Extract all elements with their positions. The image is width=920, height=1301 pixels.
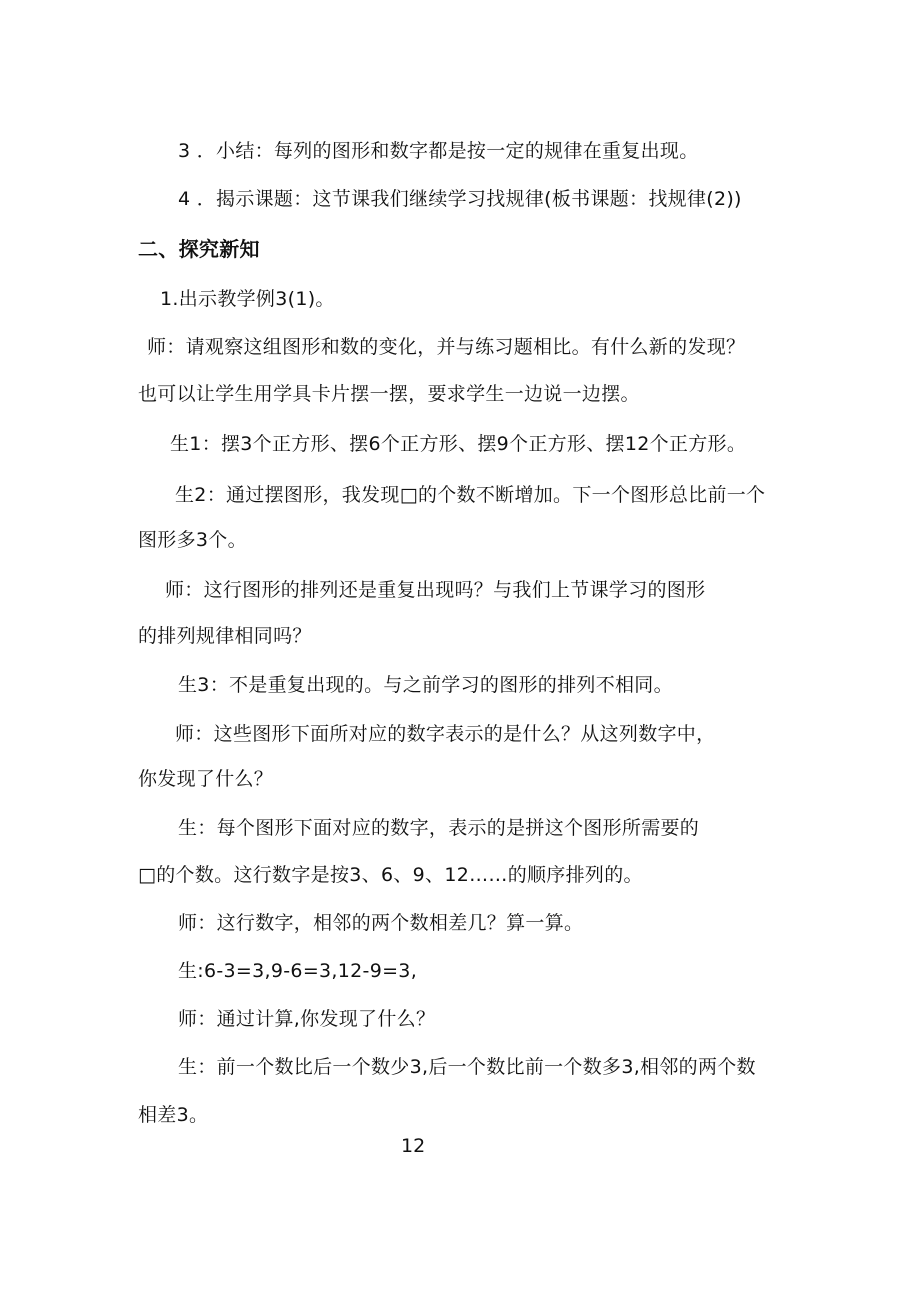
- teacher-line-4: 师：这行数字，相邻的两个数相差几？算一算。: [178, 912, 584, 934]
- teacher-line-2: 师：这行图形的排列还是重复出现吗？与我们上节课学习的图形: [165, 579, 706, 601]
- teacher-line-3-cont: 你发现了什么？: [138, 768, 274, 790]
- student-line-5: 生:6-3=3,9-6=3,12-9=3,: [178, 960, 418, 982]
- summary-line: 3 ．小结：每列的图形和数字都是按一定的规律在重复出现。: [178, 140, 699, 162]
- student-line-4: 生：每个图形下面对应的数字，表示的是拼这个图形所需要的: [178, 817, 700, 839]
- teacher-line-1-cont: 也可以让学生用学具卡片摆一摆，要求学生一边说一边摆。: [138, 383, 640, 405]
- teacher-line-2-cont: 的排列规律相同吗？: [138, 625, 312, 647]
- student-2-line: 生2：通过摆图形，我发现□的个数不断增加。下一个图形总比前一个: [175, 484, 766, 506]
- example-line: 1.出示教学例3(1)。: [160, 288, 335, 310]
- topic-line: 4 ．揭示课题：这节课我们继续学习找规律(板书课题：找规律(2)): [178, 188, 742, 210]
- section-heading: 二、探究新知: [138, 237, 260, 261]
- student-2-line-cont: 图形多3个。: [138, 529, 247, 551]
- teacher-line-5: 师：通过计算,你发现了什么？: [178, 1008, 436, 1030]
- student-3-line: 生3：不是重复出现的。与之前学习的图形的排列不相同。: [178, 674, 673, 696]
- teacher-line-3: 师：这些图形下面所对应的数字表示的是什么？从这列数字中，: [175, 723, 716, 745]
- student-line-6-cont: 相差3。: [138, 1104, 209, 1126]
- student-line-4-cont: □的个数。这行数字是按3、6、9、12……的顺序排列的。: [138, 864, 643, 886]
- student-line-6: 生：前一个数比后一个数少3,后一个数比前一个数多3,相邻的两个数: [178, 1056, 756, 1078]
- student-1-line: 生1：摆3个正方形、摆6个正方形、摆9个正方形、摆12个正方形。: [170, 433, 747, 455]
- teacher-line-1: 师：请观察这组图形和数的变化，并与练习题相比。有什么新的发现？: [147, 336, 746, 358]
- page-number: 12: [401, 1135, 426, 1157]
